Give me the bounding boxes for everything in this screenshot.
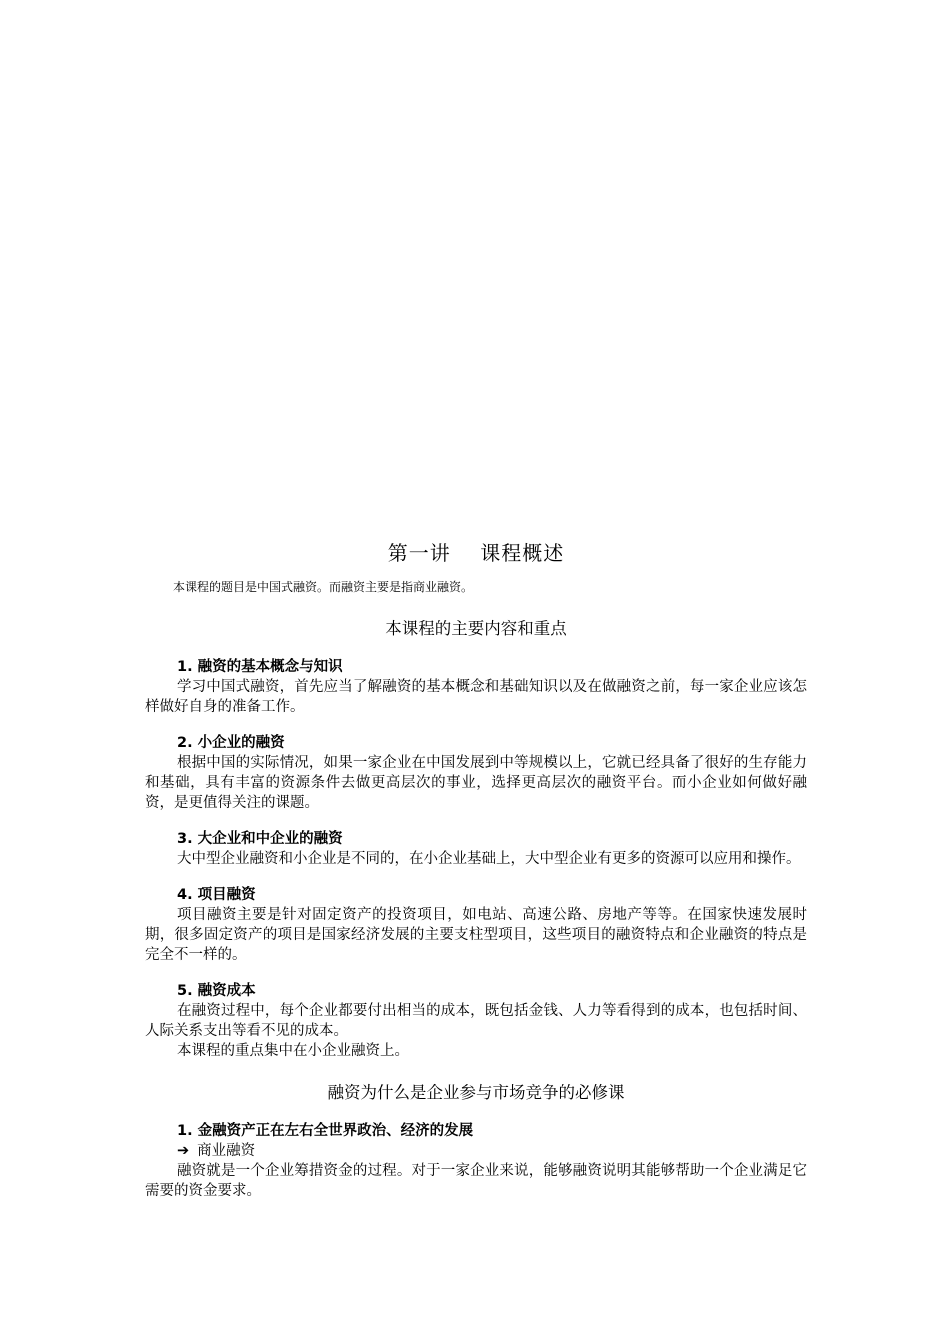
item-paragraph: 根据中国的实际情况，如果一家企业在中国发展到中等规模以上，它就已经具备了很好的生存能力和基础，具有丰富的资源条件去做更高层次的事业，选择更高层次的融资平台。而小企业如何做好融资，是更值得关注的课题。 [145, 755, 807, 811]
item-heading: 3. 大企业和中企业的融资 [177, 831, 343, 847]
item-heading: 1. 融资的基本概念与知识 [177, 659, 343, 675]
arrow-right-icon: ➔ [177, 1143, 190, 1159]
item-paragraph: 融资就是一个企业筹措资金的过程。对于一家企业来说，能够融资说明其能够帮助一个企业满足它需要的资金要求。 [145, 1163, 807, 1199]
intro-text: 本课程的题目是中国式融资。而融资主要是指商业融资。 [173, 580, 474, 594]
section-heading: 融资为什么是企业参与市场竞争的必修课 [327, 1083, 625, 1102]
page-title: 第一讲 课程概述 [387, 541, 565, 565]
item-heading: 5. 融资成本 [177, 983, 256, 999]
item-heading: 4. 项目融资 [177, 887, 256, 903]
section-why-financing [145, 1079, 807, 1201]
list-item [145, 981, 807, 1061]
list-item [145, 829, 807, 869]
item-paragraph: 项目融资主要是针对固定资产的投资项目，如电站、高速公路、房地产等等。在国家快速发展时期，很多固定资产的项目是国家经济发展的主要支柱型项目，这些项目的融资特点和企业融资的特点是完全不一样的。 [145, 907, 807, 963]
document-page [145, 537, 807, 1201]
list-item [145, 733, 807, 813]
section-heading: 本课程的主要内容和重点 [385, 619, 567, 638]
item-heading: 1. 金融资产正在左右全世界政治、经济的发展 [177, 1123, 474, 1139]
item-paragraph: 大中型企业融资和小企业是不同的，在小企业基础上，大中型企业有更多的资源可以应用和操作。 [177, 851, 801, 867]
list-item [145, 885, 807, 965]
item-paragraph: 本课程的重点集中在小企业融资上。 [177, 1043, 409, 1059]
bullet-text: 商业融资 [197, 1143, 256, 1159]
bullet-item [177, 1141, 807, 1161]
list-item [145, 657, 807, 717]
section-main-content [145, 615, 807, 1061]
item-paragraph: 在融资过程中，每个企业都要付出相当的成本，既包括金钱、人力等看得到的成本，也包括时间、人际关系支出等看不见的成本。 [145, 1003, 807, 1039]
item-paragraph: 学习中国式融资，首先应当了解融资的基本概念和基础知识以及在做融资之前，每一家企业应该怎样做好自身的准备工作。 [145, 679, 807, 715]
item-heading: 2. 小企业的融资 [177, 735, 285, 751]
